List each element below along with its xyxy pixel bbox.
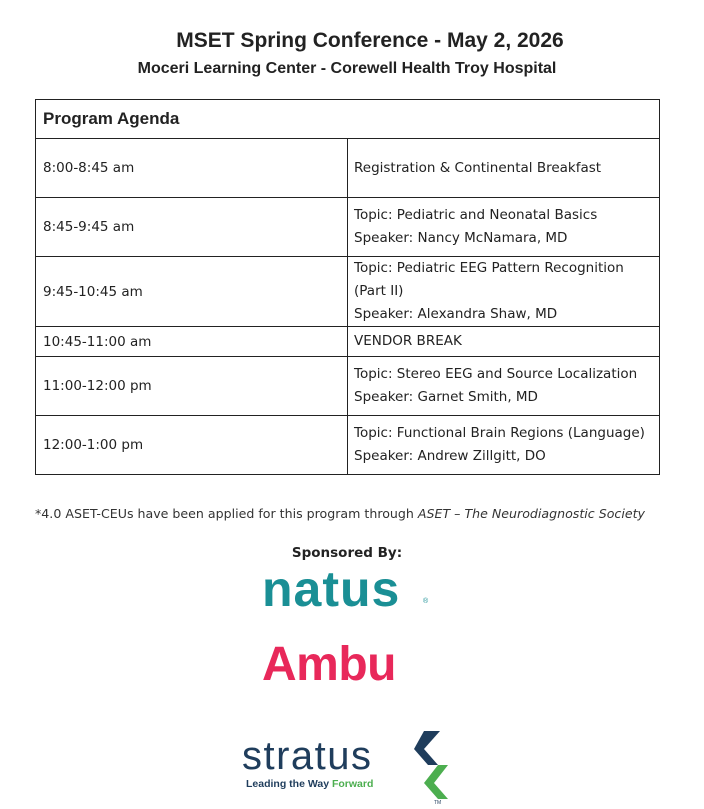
agenda-topic: Topic: Pediatric and Neonatal Basics xyxy=(354,207,598,223)
agenda-topic: Registration & Continental Breakfast xyxy=(354,159,602,176)
ceu-note-org: ASET – The Neurodiagnostic Society xyxy=(417,506,645,521)
stratus-wordmark: stratus xyxy=(242,734,373,778)
stratus-tagline xyxy=(246,778,373,790)
agenda-speaker: Speaker: Garnet Smith, MD xyxy=(354,389,538,405)
agenda-time: 9:45-10:45 am xyxy=(36,257,348,327)
agenda-time: 8:00-8:45 am xyxy=(36,139,348,198)
agenda-speaker: Speaker: Andrew Zillgitt, DO xyxy=(354,448,546,464)
natus-logo: natus xyxy=(262,561,401,617)
agenda-time: 10:45-11:00 am xyxy=(36,327,348,357)
agenda-header-row xyxy=(36,100,660,139)
agenda-row xyxy=(36,416,660,475)
agenda-table xyxy=(35,99,660,475)
agenda-heading: Program Agenda xyxy=(36,100,660,139)
agenda-speaker: Speaker: Nancy McNamara, MD xyxy=(354,230,568,246)
agenda-description xyxy=(348,416,660,475)
agenda-topic: Topic: Stereo EEG and Source Localization xyxy=(354,366,638,382)
agenda-row xyxy=(36,139,660,198)
agenda-topic: Topic: Pediatric EEG Pattern Recognition (Part II) xyxy=(354,260,624,299)
venue-subtitle: Moceri Learning Center - Corewell Health Troy Hospital xyxy=(137,60,557,77)
agenda-description xyxy=(348,327,660,357)
agenda-topic: Topic: Functional Brain Regions (Language) xyxy=(354,425,645,441)
agenda-speaker: Speaker: Alexandra Shaw, MD xyxy=(354,306,558,322)
natus-registered-mark: ® xyxy=(423,598,429,605)
ceu-note-text: *4.0 ASET-CEUs have been applied for this program through xyxy=(35,506,418,521)
agenda-row xyxy=(36,327,660,357)
agenda-row xyxy=(36,257,660,327)
agenda-description xyxy=(348,198,660,257)
stratus-logo xyxy=(238,725,458,805)
agenda-description xyxy=(348,357,660,416)
agenda-time: 8:45-9:45 am xyxy=(36,198,348,257)
stratus-tagline-main: Leading the Way xyxy=(246,778,332,790)
sponsored-by-label: Sponsored By: xyxy=(291,545,403,561)
ceu-note xyxy=(35,506,695,521)
page-title: MSET Spring Conference - May 2, 2026 xyxy=(176,29,564,52)
stratus-tagline-accent: Forward xyxy=(331,778,374,790)
agenda-row xyxy=(36,198,660,257)
agenda-topic: VENDOR BREAK xyxy=(354,333,462,349)
agenda-description xyxy=(348,257,660,327)
stratus-chevron-icon xyxy=(414,731,448,799)
ambu-logo: Ambu xyxy=(262,638,396,691)
agenda-row xyxy=(36,357,660,416)
agenda-time: 12:00-1:00 pm xyxy=(36,416,348,475)
agenda-description xyxy=(348,139,660,198)
agenda-time: 11:00-12:00 pm xyxy=(36,357,348,416)
stratus-trademark: TM xyxy=(434,800,442,805)
